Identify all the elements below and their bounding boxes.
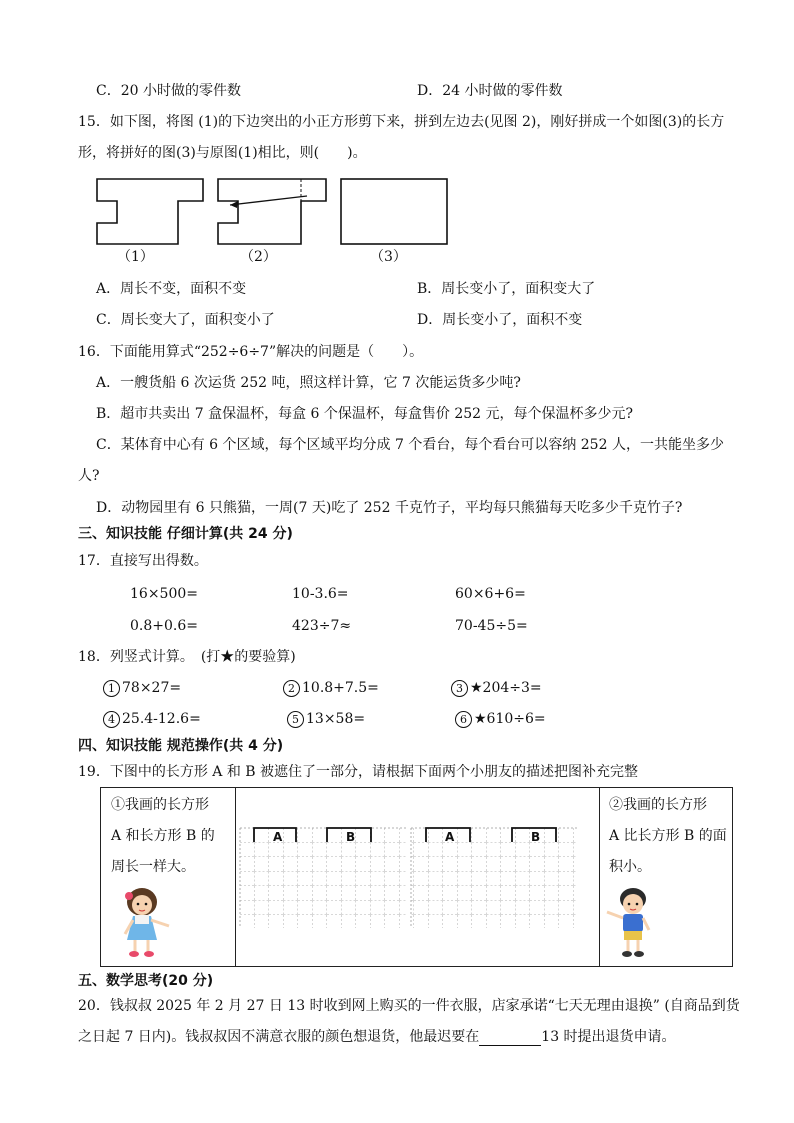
calc-item: 60×6+6= <box>455 586 526 602</box>
q19-stem: 19．下图中的长方形 A 和 B 被遮住了一部分，请根据下面两个小朋友的描述把图补充完整 <box>78 764 639 780</box>
q15-stem-line2: 形，将拼好的图(3)与原图(1)相比，则( )。 <box>78 145 367 161</box>
section3-title: 三、知识技能 仔细计算(共 24 分) <box>78 526 293 542</box>
rect-label-b: B <box>346 830 356 844</box>
boy-statement-line1: ②我画的长方形 <box>609 797 707 813</box>
q15-option-c: C．周长变大了，面积变小了 <box>96 312 275 328</box>
q16-stem: 16．下面能用算式“252÷6÷7”解决的问题是（ ）。 <box>78 344 424 360</box>
rect-label-a: A <box>445 830 455 844</box>
figure-1-shape <box>97 179 203 244</box>
section5-title: 五、数学思考(20 分) <box>78 973 214 989</box>
figure-3-rectangle <box>341 179 447 244</box>
section4-title: 四、知识技能 规范操作(共 4 分) <box>78 738 284 754</box>
rect-label-a: A <box>273 830 283 844</box>
q15-option-d: D．周长变小了，面积不变 <box>417 312 583 328</box>
q14-option-c: C．20 小时做的零件数 <box>96 83 241 99</box>
q16-option-c-line2: 人? <box>78 468 100 484</box>
figure-2-arrow-line <box>230 196 307 205</box>
q16-option-a: A．一艘货船 6 次运货 252 吨，照这样计算，它 7 次能运货多少吨? <box>96 375 521 391</box>
q15-option-b: B．周长变小了，面积变大了 <box>417 281 596 297</box>
q16-option-c-line1: C．某体育中心有 6 个区域，每个区域平均分成 7 个看台，每个看台可以容纳 252 人，一共能坐多少 <box>96 437 724 453</box>
q16-option-d: D．动物园里有 6 只熊猫，一周(7 天)吃了 252 千克竹子，平均每只熊猫每天吃多少千克竹子? <box>96 500 683 516</box>
vertical-calc-item: 5 13×58= <box>287 710 365 728</box>
q18-stem: 18．列竖式计算。 (打★的要验算) <box>78 649 296 665</box>
vertical-calc-item: 6 ★610÷6= <box>455 710 546 728</box>
q20-line2: 之日起 7 日内)。钱叔叔因不满意衣服的颜色想退货，他最迟要在 13 时提出退货申请。 <box>78 1029 676 1045</box>
rect-label-b: B <box>531 830 541 844</box>
vertical-calc-item: 2 10.8+7.5= <box>283 679 379 697</box>
boy-statement-line3: 积小。 <box>609 859 651 875</box>
figure-2-shape <box>218 179 326 244</box>
girl-statement-line1: ①我画的长方形 <box>111 797 209 813</box>
q16-option-b: B．超市共卖出 7 盒保温杯，每盒 6 个保温杯，每盒售价 252 元，每个保温杯多少元? <box>96 406 634 422</box>
calc-item: 0.8+0.6= <box>130 618 198 634</box>
answer-blank[interactable] <box>479 1031 541 1046</box>
q15-stem-line1: 15．如下图，将图 (1)的下边突出的小正方形剪下来，拼到左边去(见图 2)，刚好拼成一个如图(3)的长方 <box>78 114 725 130</box>
calc-item: 70-45÷5= <box>455 618 528 634</box>
fig-label-1: （1） <box>117 249 154 265</box>
q17-stem: 17．直接写出得数。 <box>78 553 208 569</box>
right-grid <box>411 828 577 928</box>
left-grid <box>240 828 406 928</box>
vertical-calc-item: 4 25.4-12.6= <box>103 710 201 728</box>
boy-cartoon-image <box>603 884 661 960</box>
fig-label-3: （3） <box>370 249 407 265</box>
vertical-calc-item: 3 ★204÷3= <box>451 679 542 697</box>
q19-table <box>100 787 733 967</box>
figure-2-arrow-head <box>230 201 238 208</box>
q20-line1: 20．钱叔叔 2025 年 2 月 27 日 13 时收到网上购买的一件衣服，店家承诺“七天无理由退换” (自商品到货 <box>78 998 740 1014</box>
fig-label-2: （2） <box>240 249 277 265</box>
vertical-calc-item: 1 78×27= <box>103 679 181 697</box>
q19-grids <box>236 788 598 966</box>
calc-item: 10-3.6= <box>292 586 349 602</box>
boy-statement-line2: A 比长方形 B 的面 <box>609 828 727 844</box>
calc-item: 423÷7≈ <box>292 618 352 634</box>
girl-cartoon-image <box>115 884 175 960</box>
q15-option-a: A．周长不变，面积不变 <box>96 281 247 297</box>
girl-statement-line3: 周长一样大。 <box>111 859 195 875</box>
q14-option-d: D．24 小时做的零件数 <box>417 83 563 99</box>
girl-statement-line2: A 和长方形 B 的 <box>111 828 215 844</box>
calc-item: 16×500= <box>130 586 198 602</box>
